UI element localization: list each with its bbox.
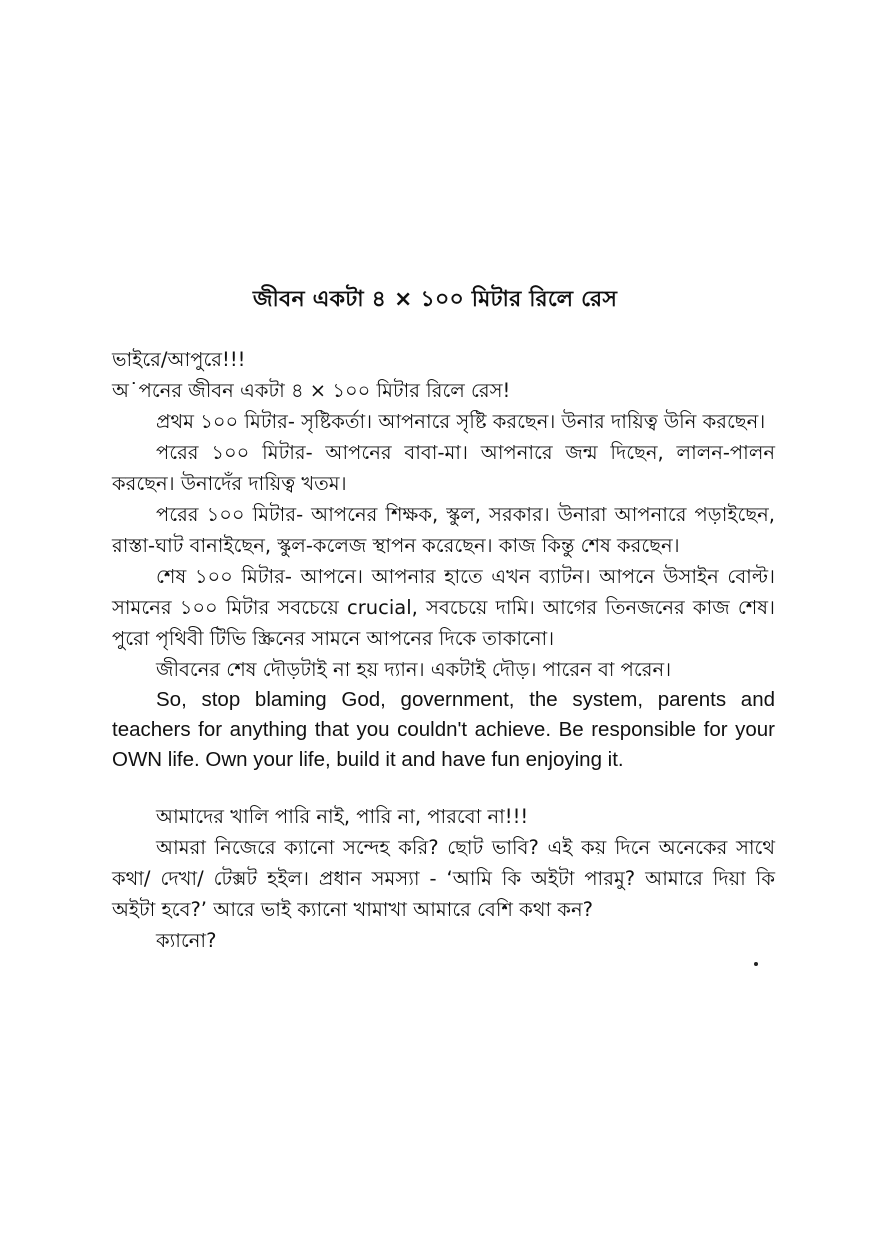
- paragraph-why: ক্যানো?: [156, 929, 217, 952]
- chapter-title: জীবন একটা ৪ × ১০০ মিটার রিলে রেস: [252, 287, 618, 312]
- scan-speck: [754, 962, 758, 966]
- paragraph-self-doubt: আমরা নিজেরে ক্যানো সন্দেহ করি? ছোট ভাবি? এই কয় দিনে অনেকের সাথে কথা/ দেখা/ টেক্সট হইল। প্রধান সমস্যা - ‘আমি কি অইটা পারমু? আমারে দিয়া কি অইটা হবে?’ আরে ভাই ক্যানো খামাখা আমারে বেশি কথা কন?: [112, 836, 775, 921]
- body-text: [112, 344, 775, 956]
- paragraph-second-leg: পরের ১০০ মিটার- আপনের বাবা-মা। আপনারে জন্ম দিছেন, লালন-পালন করছেন। উনাদেঁর দায়িত্ব খতম।: [112, 441, 775, 495]
- paragraph-cant-do: আমাদের খালি পারি নাই, পারি না, পারবো না!!!: [156, 805, 529, 828]
- paragraph-last-run: জীবনের শেষ দৌড়টাই না হয় দ্যান। একটাই দৌড়। পারেন বা পরেন।: [156, 658, 672, 681]
- paragraph-english: So, stop blaming God, government, the system, parents and teachers for anything that you couldn't achieve. Be responsible for your OWN life. Own your life, build it and have fun enjoying it.: [112, 688, 775, 771]
- greeting-line: ভাইরে/আপুরে!!!: [112, 348, 246, 371]
- paragraph-first-leg: প্রথম ১০০ মিটার- সৃষ্টিকর্তা। আপনারে সৃষ্টি করছেন। উনার দায়িত্ব উনি করছেন।: [156, 410, 766, 433]
- paragraph-last-leg: শেষ ১০০ মিটার- আপনে। আপনার হাতে এখন ব্যাটন। আপনে উসাইন বোল্ট। সামনের ১০০ মিটার সবচেয়ে crucial, সবচেয়ে দামি। আগের তিনজনের কাজ শেষ। পুরো পৃথিবী টিভি স্ক্রিনের সামনে আপনের দিকে তাকানো।: [112, 565, 775, 650]
- paragraph-third-leg: পরের ১০০ মিটার- আপনের শিক্ষক, স্কুল, সরকার। উনারা আপনারে পড়াইছেন, রাস্তা-ঘাট বানাইছেন, স্কুল-কলেজ স্থাপন করেছেন। কাজ কিন্তু শেষ করছেন।: [112, 503, 775, 557]
- intro-line: অ˙পনের জীবন একটা ৪ × ১০০ মিটার রিলে রেস!: [112, 379, 511, 402]
